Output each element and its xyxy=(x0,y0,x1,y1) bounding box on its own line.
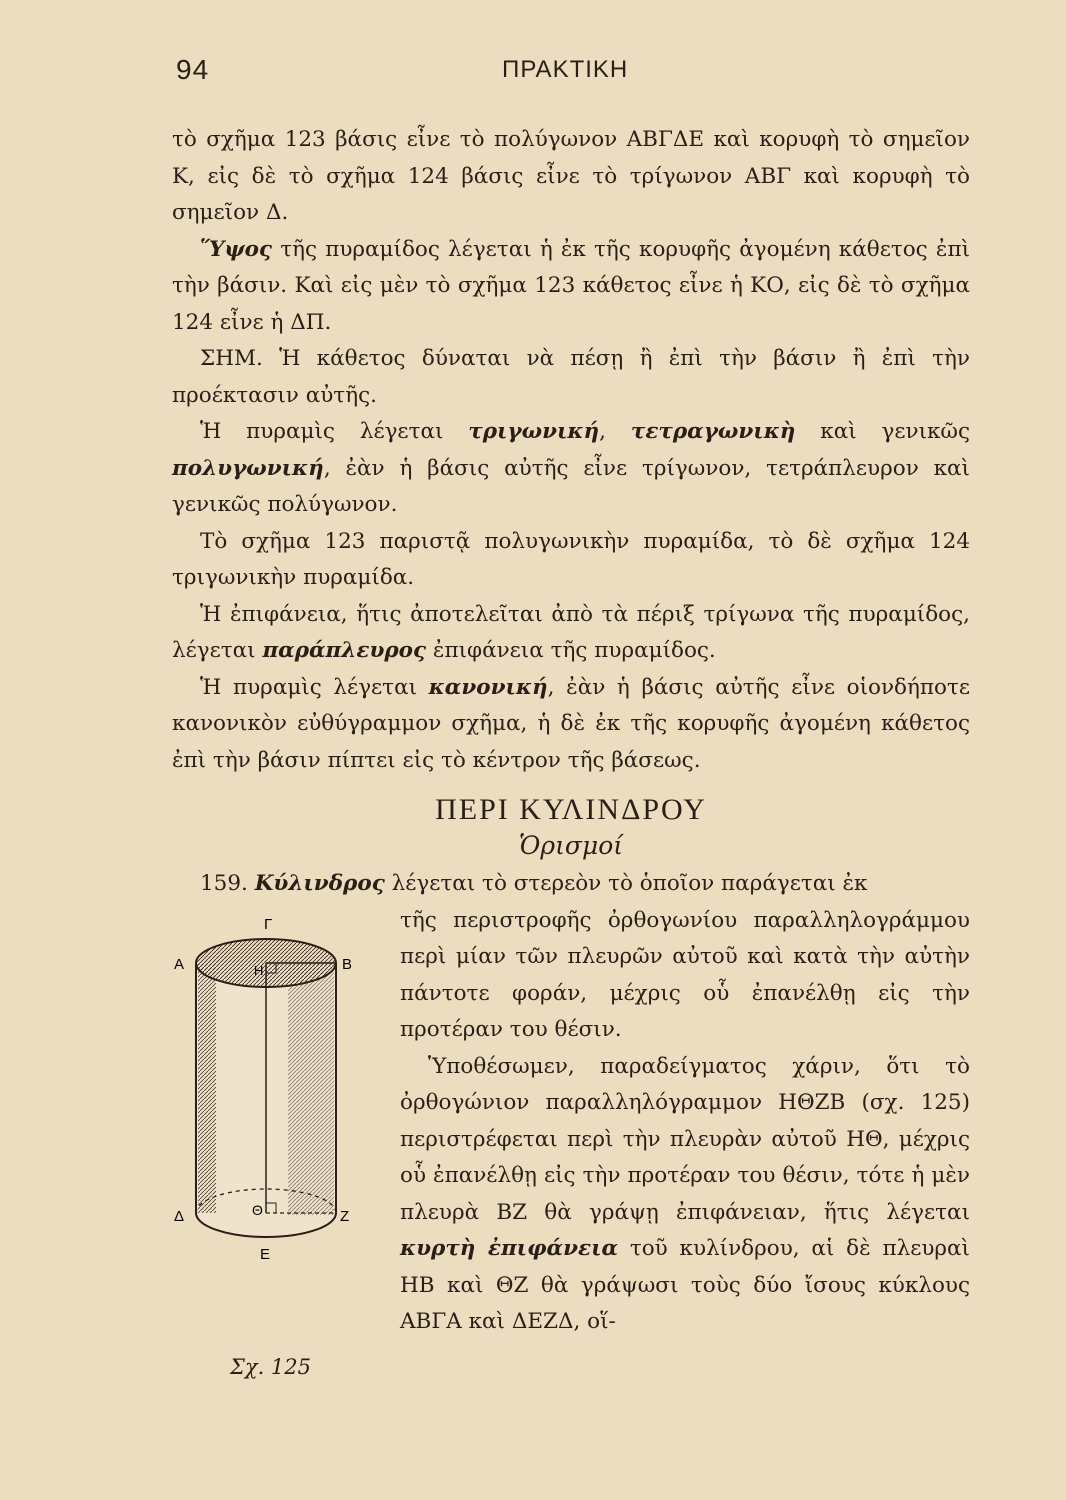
term-convex-surface: κυρτὴ ἐπιφάνεια xyxy=(400,1236,619,1261)
label-theta: Θ xyxy=(252,1201,263,1218)
label-beta: Β xyxy=(342,955,353,973)
paragraph-regular-pyramid xyxy=(172,670,970,780)
label-alpha: Α xyxy=(174,955,185,973)
page-number: 94 xyxy=(176,54,210,85)
right-shading xyxy=(288,963,334,1215)
paragraph-figures: Τὸ σχῆμα 123 παριστᾷ πολυγωνικὴν πυραμίδα, τὸ δὲ σχῆμα 124 τριγωνικὴν πυραμίδα. xyxy=(172,528,970,590)
label-epsilon: Ε xyxy=(260,1245,271,1263)
paragraph-1: τὸ σχῆμα 123 βάσις εἶνε τὸ πολύγωνον ΑΒΓΔΕ καὶ κορυφὴ τὸ σημεῖον Κ, εἰς δὲ τὸ σχῆμα 124 βάσις εἶνε τὸ τρίγωνον ΑΒΓ καὶ κορυφὴ τὸ σημεῖον Δ. xyxy=(172,127,970,225)
term-cylinder: Κύλινδρος xyxy=(254,871,385,896)
paragraph-text: τοῦ κυλίνδρου, αἱ δὲ πλευραὶ ΗΒ καὶ ΘΖ θὰ γράψωσι τοὺς δύο ἴσους κύκλους ΑΒΓΑ καὶ ΔΕΖΔ, οἵ- xyxy=(400,1236,970,1334)
definition-continuation: τῆς περιστροφῆς ὀρθογωνίου παραλληλογράμμου περὶ μίαν τῶν πλευρῶν αὐτοῦ καὶ κατὰ τὴν αὐτὴν πάντοτε φοράν, μέχρις οὗ ἐπανέλθῃ εἰς τὴν προτέραν του θέσιν. xyxy=(400,907,970,1042)
term-polygonal: πολυγωνική xyxy=(172,455,324,481)
paragraph-text: Ὑποθέσωμεν, παραδείγματος χάριν, ὅτι τὸ ὀρθογώνιον παραλληλόγραμμον ΗΘΖΒ (σχ. 125) περιστρέφεται περὶ τὴν πλευρὰν αὐτοῦ ΗΘ, μέχρις οὗ ἐπανέλθῃ εἰς τὴν προτέραν του θέσιν, τότε ἡ μὲν πλευρὰ ΒΖ θὰ γράψῃ ἐπιφάνειαν, ἥτις λέγεται xyxy=(400,1053,970,1225)
paragraph-note: ΣΗΜ. Ἡ κάθετος δύναται νὰ πέσῃ ἢ ἐπὶ τὴν βάσιν ἢ ἐπὶ τὴν προέκτασιν αὐτῆς. xyxy=(172,346,970,408)
figure-block xyxy=(172,903,970,1403)
paragraph-pyramid-types xyxy=(172,414,970,524)
section-title: ΠΕΡΙ ΚΥΛΙΝΔΡΟΥ xyxy=(435,793,707,826)
cylinder-figure xyxy=(168,903,368,1333)
label-delta: Δ xyxy=(174,1207,185,1225)
left-shading xyxy=(198,963,216,1213)
paragraph-text: , ἐὰν ἡ βάσις αὐτῆς εἶνε οἱονδήποτε κανονικὸν εὐθύγραμμον σχῆμα, ἡ δὲ ἐκ τῆς κορυφῆς ἀγομένη κάθετος ἐπὶ τὴν βάσιν πίπτει εἰς τὸ κέντρον τῆς βάσεως. xyxy=(172,674,970,773)
definition-first-line xyxy=(172,866,970,903)
example-paragraph xyxy=(400,1049,970,1341)
term-quadrangular: τετραγωνικὴ xyxy=(630,419,796,444)
paragraph-lateral-surface xyxy=(172,597,970,670)
definition-number: 159. xyxy=(200,871,248,896)
paragraph-text: , ἐὰν ἡ βάσις αὐτῆς εἶνε τρίγωνον, τετράπλευρον καὶ γενικῶς πολύγωνον. xyxy=(172,455,970,517)
label-eta: Η xyxy=(254,962,264,978)
figure-caption: Σχ. 125 xyxy=(230,1354,312,1379)
paragraph-height-definition xyxy=(172,232,970,342)
term-height: Ὕψος xyxy=(200,236,273,262)
running-title: ΠΡΑΚΤΙΚΗ xyxy=(502,56,629,83)
body-text xyxy=(172,122,970,1403)
term-lateral: παράπλευρος xyxy=(262,638,427,663)
paragraph-text: λέγεται τὸ στερεὸν τὸ ὁποῖον παράγεται ἐκ xyxy=(384,871,868,896)
paragraph-text: , xyxy=(599,419,631,444)
label-zeta: Ζ xyxy=(340,1207,350,1225)
paragraph-text: Ἡ πυραμὶς λέγεται xyxy=(200,419,469,444)
cylinder-diagram xyxy=(168,903,368,1333)
label-gamma: Γ xyxy=(264,915,273,933)
subsection-title: Ὁρισμοί xyxy=(518,831,624,860)
paragraph-text: τῆς πυραμίδος λέγεται ἡ ἐκ τῆς κορυφῆς ἀγομένη κάθετος ἐπὶ τὴν βάσιν. Καὶ εἰς μὲν τὸ σχῆμα 123 κάθετος εἶνε ἡ ΚΟ, εἰς δὲ τὸ σχῆμα 124 εἶνε ἡ ΔΠ. xyxy=(172,236,970,335)
paragraph-text: Ἡ πυραμὶς λέγεται xyxy=(200,674,429,700)
paragraph-text: Ἡ ἐπιφάνεια, ἥτις ἀποτελεῖται ἀπὸ τὰ πέριξ τρίγωνα τῆς πυραμίδος, λέγεται xyxy=(172,601,970,663)
term-regular: κανονική xyxy=(428,674,548,700)
paragraph-text: ἐπιφάνεια τῆς πυραμίδος. xyxy=(426,638,716,663)
wrapped-text xyxy=(400,903,970,1341)
page-header xyxy=(172,54,970,94)
term-triangular: τριγωνική xyxy=(468,419,600,444)
paragraph-text: καὶ γενικῶς xyxy=(795,419,971,444)
